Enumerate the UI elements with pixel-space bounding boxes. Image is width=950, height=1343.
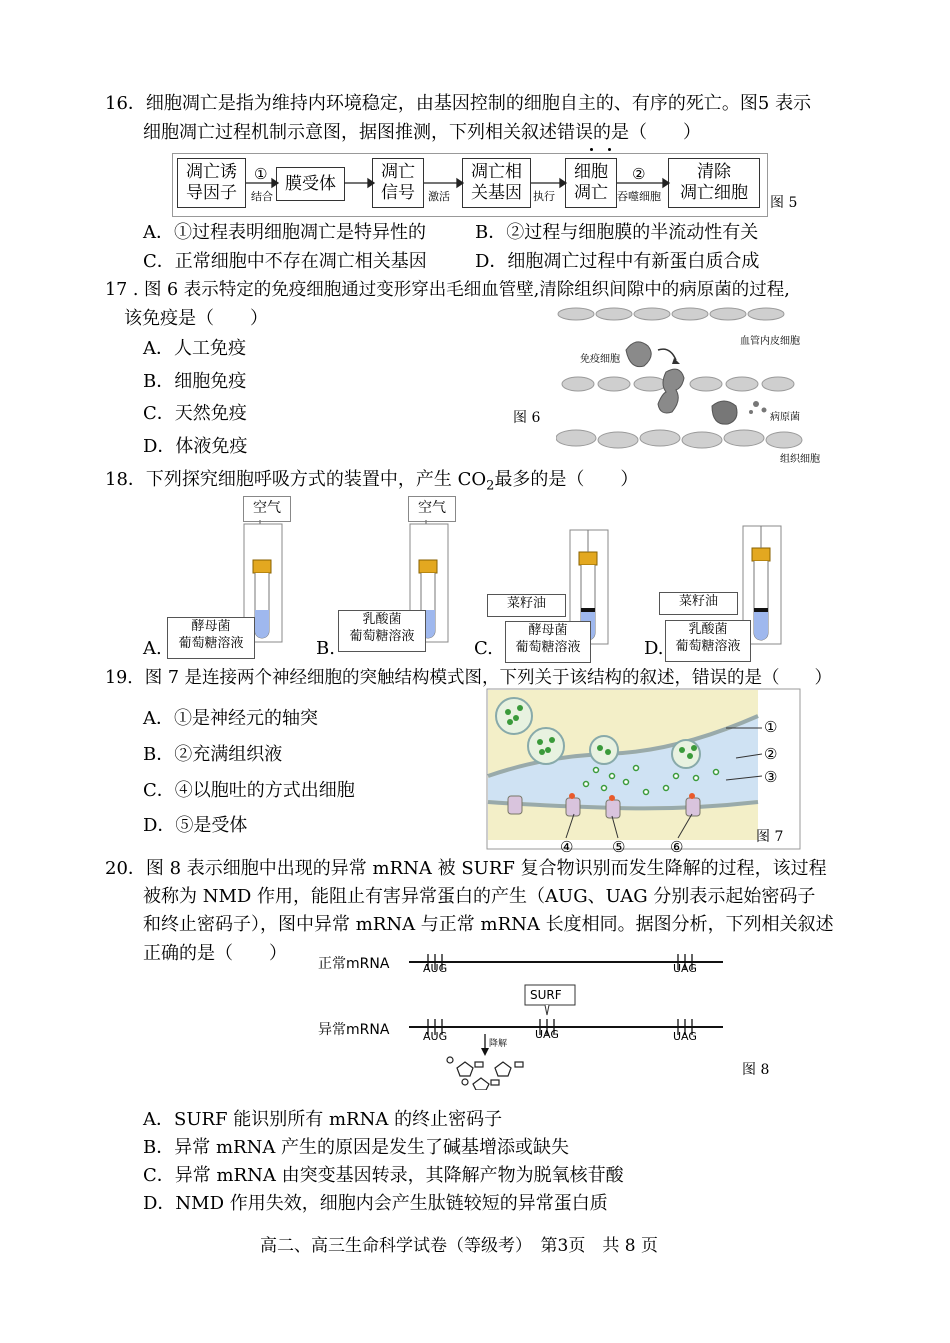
q20-stem-line2: 被称为 NMD 作用，能阻止有害异常蛋白的产生（AUG、UAG 分别表示起始密码子: [143, 886, 816, 907]
q16-option-c[interactable]: C．正常细胞中不存在凋亡相关基因: [143, 251, 427, 272]
figure-6-immune-illustration: [556, 302, 806, 462]
label-endothelial-cell: 血管内皮细胞: [740, 336, 800, 347]
label-aug-normal: AUG: [423, 962, 448, 975]
q20-option-b[interactable]: B．异常 mRNA 产生的原因是发生了碱基增添或缺失: [143, 1137, 570, 1158]
q19-stem: 19．图 7 是连接两个神经细胞的突触结构模式图，下列关于该结构的叙述，错误的是（ ）: [105, 668, 833, 688]
q20-stem-line4: 正确的是（ ）: [143, 943, 287, 964]
q18-stem: 18．下列探究细胞呼吸方式的装置中，产生 $CO_2$最多的是（ ）: [105, 469, 639, 494]
tube-a-contents-label: 酵母菌 葡萄糖溶液: [167, 617, 255, 659]
q18-option-c-letter[interactable]: C.: [474, 638, 493, 659]
q17-option-a[interactable]: A．人工免疫: [143, 338, 246, 359]
label-tissue-cell: 组织细胞: [780, 454, 820, 465]
arrow4-bottom-label: 吞噬细胞: [617, 190, 661, 203]
diagram-arrows: [170, 150, 770, 220]
synapse-mark-4: ④: [560, 838, 574, 856]
diagram-box-genes: 凋亡相 关基因: [462, 158, 531, 208]
synapse-mark-2: ②: [764, 745, 778, 763]
figure-5-label: 图 5: [770, 195, 798, 211]
tube-b-top-label: 空气: [408, 496, 456, 522]
q17-option-d[interactable]: D．体液免疫: [143, 436, 248, 457]
figure-6-label: 图 6: [513, 410, 541, 426]
tube-a-top-label: 空气: [243, 496, 291, 522]
tube-c-top-label: 菜籽油: [487, 594, 566, 617]
label-pathogen: 病原菌: [770, 412, 800, 423]
q19-option-a[interactable]: A．①是神经元的轴突: [143, 708, 318, 729]
arrow4-top-mark: ②: [632, 165, 646, 183]
figure-8-label: 图 8: [742, 1062, 770, 1078]
q16-stem-line2: 细胞凋亡过程机制示意图，据图推测，下列相关叙述错误的是（ ）: [143, 122, 701, 143]
q18-option-d-letter[interactable]: D.: [644, 638, 664, 659]
label-degrade: 降解: [489, 1039, 508, 1049]
q20-stem-line1: 20．图 8 表示细胞中出现的异常 mRNA 被 SURF 复合物识别而发生降解的过程，该过程: [105, 858, 827, 879]
q17-option-b[interactable]: B．细胞免疫: [143, 371, 247, 392]
q19-option-b[interactable]: B．②充满组织液: [143, 744, 283, 765]
label-immune-cell: 免疫细胞: [580, 354, 620, 365]
figure-7-synapse-illustration: [486, 688, 802, 852]
label-uag-abnormal: UAG: [673, 1030, 697, 1043]
diagram-box-clearance: 清除 凋亡细胞: [668, 158, 760, 208]
q20-option-a[interactable]: A．SURF 能识别所有 mRNA 的终止密码子: [143, 1109, 503, 1130]
label-aug-abnormal: AUG: [423, 1030, 448, 1043]
q17-stem-line2: 该免疫是（ ）: [124, 308, 268, 329]
q16-option-b[interactable]: B．②过程与细胞膜的半流动性有关: [475, 222, 759, 243]
arrow3-bottom-label: 执行: [533, 190, 555, 203]
q18-option-b-letter[interactable]: B.: [316, 638, 335, 659]
arrow1-bottom-label: 结合: [251, 190, 273, 203]
tube-d-contents-label: 乳酸菌 葡萄糖溶液: [665, 620, 751, 662]
q20-option-c[interactable]: C．异常 mRNA 由突变基因转录，其降解产物为脱氧核苷酸: [143, 1165, 624, 1186]
synapse-mark-3: ③: [764, 768, 778, 786]
synapse-mark-6: ⑥: [670, 838, 684, 856]
label-uag-premature: UAG: [535, 1028, 559, 1041]
q18-option-a-letter[interactable]: A.: [143, 638, 162, 659]
synapse-mark-5: ⑤: [612, 838, 626, 856]
q17-stem-line1: 17 . 图 6 表示特定的免疫细胞通过变形穿出毛细血管壁,清除组织间隙中的病原菌的过程,: [105, 280, 790, 300]
figure-7-label: 图 7: [756, 829, 784, 845]
q20-option-d[interactable]: D．NMD 作用失效，细胞内会产生肽链较短的异常蛋白质: [143, 1193, 608, 1214]
diagram-box-inducer: 凋亡诱 导因子: [177, 158, 246, 208]
synapse-mark-1: ①: [764, 718, 778, 736]
q20-stem-line3: 和终止密码子），图中异常 mRNA 与正常 mRNA 长度相同。据图分析，下列相关叙述: [143, 914, 834, 935]
arrow1-top-mark: ①: [254, 165, 268, 183]
diagram-box-receptor: 膜受体: [276, 167, 345, 201]
q16-stem-line1: 16．细胞凋亡是指为维持内环境稳定，由基因控制的细胞自主的、有序的死亡。图5 表示: [105, 93, 812, 114]
arrow2-bottom-label: 激活: [428, 190, 450, 203]
q16-option-a[interactable]: A．①过程表明细胞凋亡是特异性的: [143, 222, 426, 243]
q19-option-c[interactable]: C．④以胞吐的方式出细胞: [143, 780, 355, 801]
q16-option-d[interactable]: D．细胞凋亡过程中有新蛋白质合成: [475, 251, 760, 272]
tube-b-contents-label: 乳酸菌 葡萄糖溶液: [338, 610, 426, 652]
tube-c-contents-label: 酵母菌 葡萄糖溶液: [505, 621, 591, 663]
q19-option-d[interactable]: D．⑤是受体: [143, 815, 248, 836]
label-abnormal-mrna: 异常mRNA: [318, 1022, 390, 1038]
diagram-box-signal: 凋亡 信号: [372, 158, 424, 208]
q17-option-c[interactable]: C．天然免疫: [143, 403, 247, 424]
diagram-box-apoptosis: 细胞 凋亡: [565, 158, 617, 208]
surf-complex-box: SURF: [530, 988, 562, 1002]
page-footer: 高二、高三生命科学试卷（等级考） 第3页 共 8 页: [260, 1236, 658, 1256]
label-uag-normal: UAG: [673, 962, 697, 975]
label-normal-mrna: 正常mRNA: [318, 956, 390, 972]
tube-d-top-label: 菜籽油: [659, 592, 738, 615]
